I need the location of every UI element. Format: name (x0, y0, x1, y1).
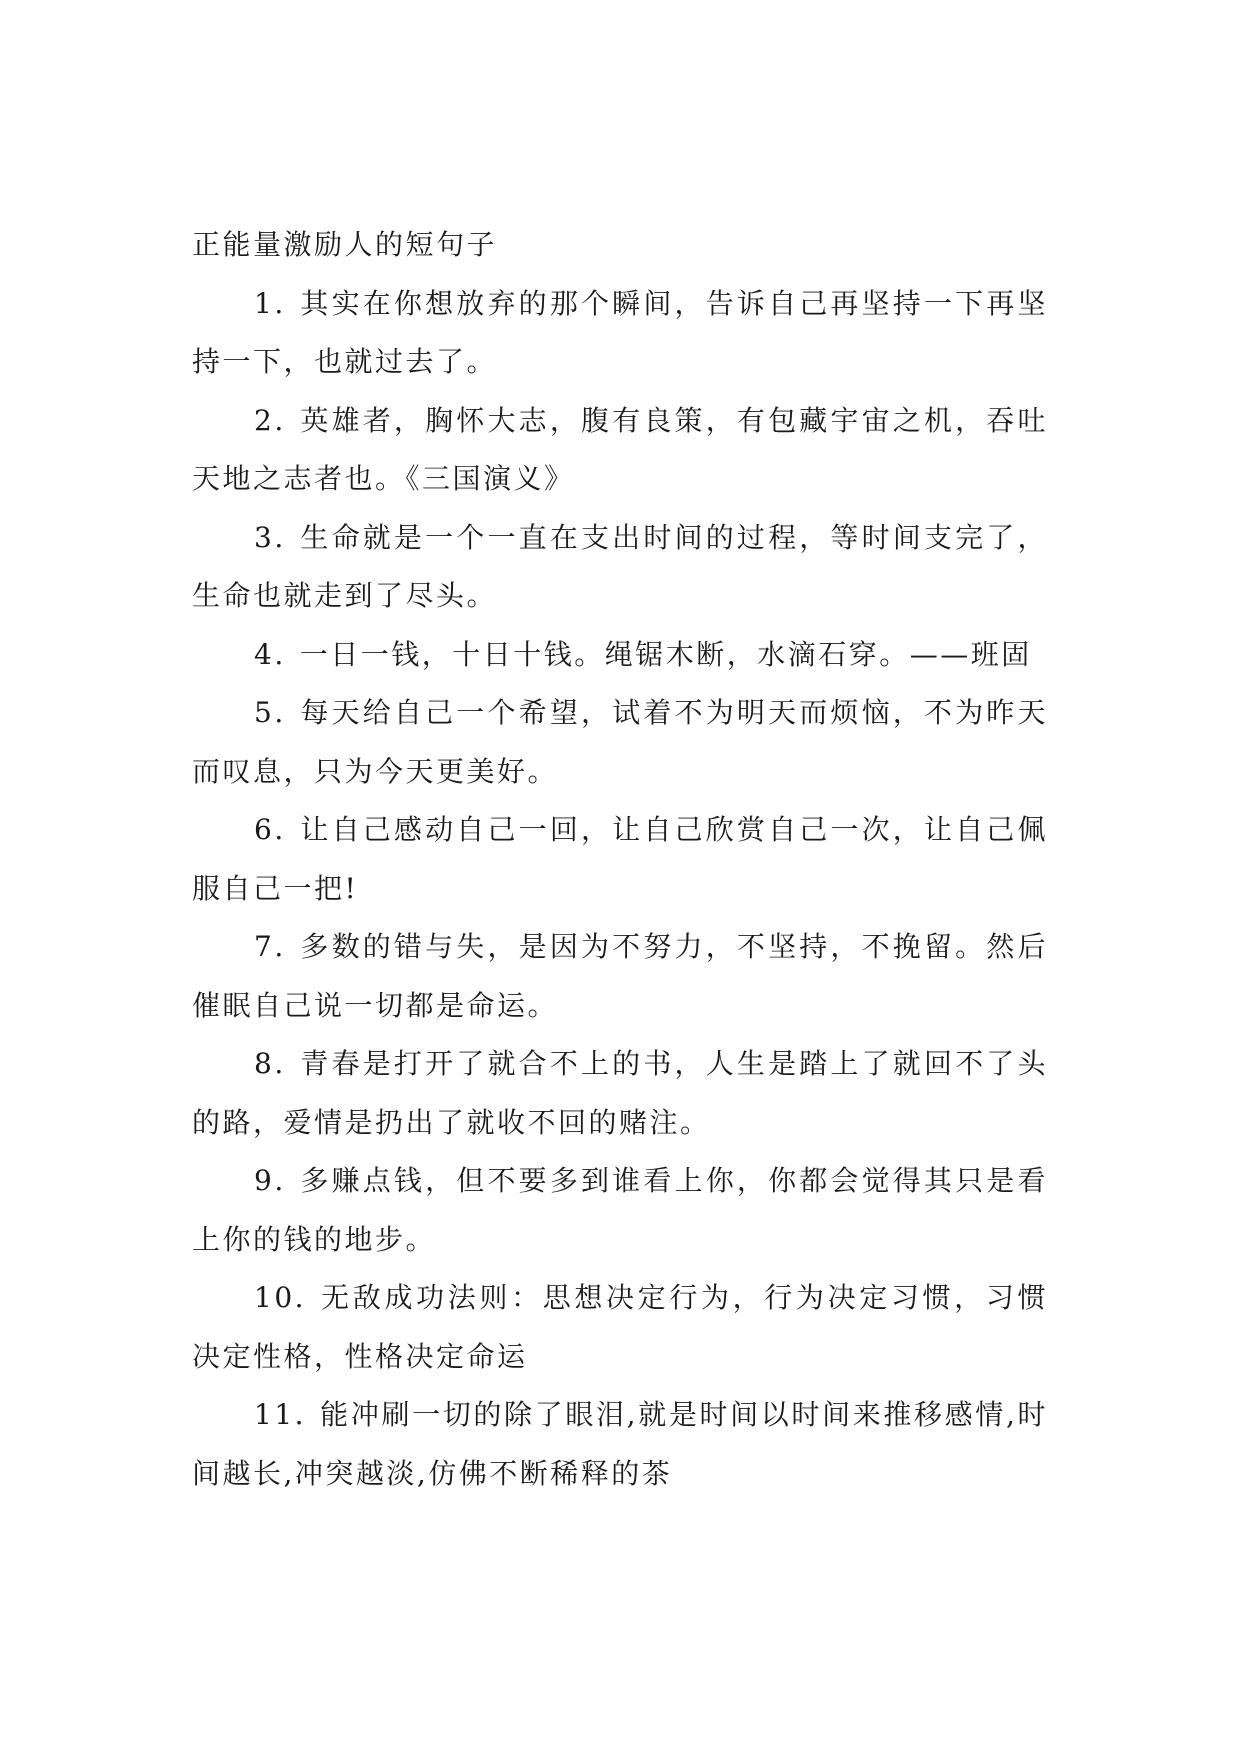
item-number: 8. (254, 1047, 286, 1080)
item-text: 多赚点钱，但不要多到谁看上你，你都会觉得其只是看上你的钱的地步。 (192, 1164, 1048, 1256)
item-text: 每天给自己一个希望，试着不为明天而烦恼，不为昨天而叹息，只为今天更美好。 (192, 696, 1048, 788)
list-item (192, 918, 1048, 1035)
item-text: 让自己感动自己一回，让自己欣赏自己一次，让自己佩服自己一把! (192, 813, 1048, 905)
item-text: 其实在你想放弃的那个瞬间，告诉自己再坚持一下再坚持一下，也就过去了。 (192, 286, 1048, 378)
document-body (192, 216, 1048, 1503)
list-item (192, 1152, 1048, 1269)
item-text: 能冲刷一切的除了眼泪,就是时间以时间来推移感情,时间越长,冲突越淡,仿佛不断稀释的茶 (192, 1398, 1048, 1490)
item-text: 多数的错与失，是因为不努力，不坚持，不挽留。然后催眠自己说一切都是命运。 (192, 930, 1048, 1022)
list-item (192, 392, 1048, 509)
item-text: 英雄者，胸怀大志，腹有良策，有包藏宇宙之机，吞吐天地之志者也。《三国演义》 (192, 403, 1048, 495)
list-item (192, 1035, 1048, 1152)
item-number: 6. (254, 813, 286, 846)
item-number: 10. (254, 1281, 307, 1314)
item-number: 11. (254, 1398, 307, 1431)
item-number: 2. (254, 403, 286, 437)
item-number: 7. (254, 930, 286, 963)
list-item (192, 1386, 1048, 1503)
list-item (192, 801, 1048, 918)
list-item (192, 1269, 1048, 1386)
item-text: 无敌成功法则：思想决定行为，行为决定习惯，习惯决定性格，性格决定命运 (192, 1281, 1048, 1373)
item-text: 一日一钱，十日十钱。绳锯木断，水滴石穿。——班固 (299, 637, 1032, 671)
list-item (192, 684, 1048, 801)
item-number: 5. (254, 696, 286, 729)
list-item (192, 509, 1048, 626)
item-text: 生命就是一个一直在支出时间的过程，等时间支完了，生命也就走到了尽头。 (192, 520, 1048, 612)
item-number: 1. (254, 286, 286, 320)
item-text: 青春是打开了就合不上的书，人生是踏上了就回不了头的路，爱情是扔出了就收不回的赌注。 (192, 1047, 1048, 1139)
document-title: 正能量激励人的短句子 (192, 228, 498, 261)
item-number: 3. (254, 520, 286, 554)
list-item (192, 275, 1048, 392)
list-item (192, 626, 1048, 685)
item-number: 9. (254, 1164, 286, 1197)
item-number: 4. (254, 637, 286, 671)
